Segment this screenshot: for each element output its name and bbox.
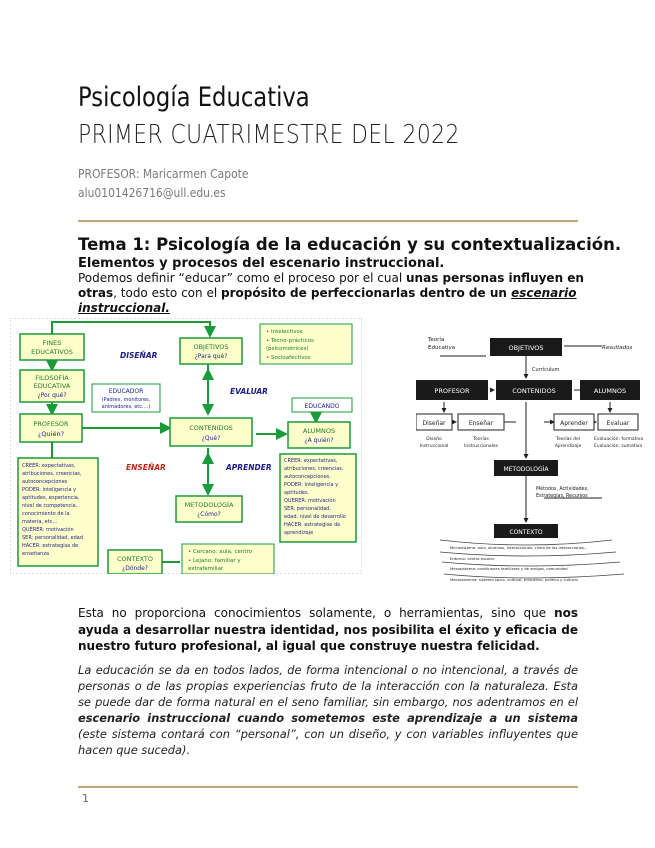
evaluar-step-label: Evaluar <box>606 420 630 427</box>
teorias-apr-line-1: Teorías del <box>555 437 581 442</box>
cercano-box <box>182 544 274 574</box>
diseno-line-1: Diseño <box>426 437 442 442</box>
email-line: alu0101426716@ull.edu.es <box>78 185 226 200</box>
alum-trait-3: autoconcepciones. <box>284 474 331 480</box>
metodos-line-1: Métodos, Actividades, <box>536 487 589 492</box>
profesor-dark-label: PROFESOR <box>434 387 470 395</box>
ensenar-label: ENSEÑAR <box>126 463 166 472</box>
layer-meso: Mesosistema: condiciones familiares y de amigos, comunidad <box>450 566 568 571</box>
contenidos-line-2: ¿Qué? <box>201 435 221 442</box>
contenidos-dark-box <box>496 380 572 400</box>
evaluar-label: EVALUAR <box>230 387 268 396</box>
instructional-scenario-diagram <box>416 328 644 584</box>
metodologia-line-2: ¿Cómo? <box>197 511 221 518</box>
profesor-box <box>20 414 82 442</box>
alum-trait-1: CREER: expectativas, <box>284 458 338 464</box>
cercano-line-2: • Lejano: familiar y <box>188 558 241 564</box>
header-divider <box>78 220 578 222</box>
objetivos-dark-box <box>490 338 562 356</box>
teorias-apr-line-2: Aprendizaje <box>554 444 582 449</box>
objetivos-line-1: OBJETIVOS <box>193 343 229 351</box>
document-subtitle: PRIMER CUATRIMESTRE DEL 2022 <box>78 120 460 150</box>
alumnos-box <box>288 422 350 448</box>
alum-trait-9: HACER: estrategias de <box>284 522 341 528</box>
aprender-step-label: Aprender <box>560 420 588 427</box>
teoria-line-1: Teoría <box>428 337 445 343</box>
para2-text: Esta no proporciona conocimientos solamente, o herramientas, sino que <box>78 606 555 620</box>
profesor-traits-box <box>18 458 98 566</box>
prof-trait-10: SER: personalidad, edad <box>22 535 83 541</box>
aprender-label: APRENDER <box>226 463 272 472</box>
ensenar-step-box <box>458 414 504 430</box>
objetivos-box <box>180 338 242 364</box>
contenidos-line-1: CONTENIDOS <box>189 424 233 432</box>
metodologia-dark-label: METODOLOGÍA <box>503 466 549 473</box>
evaluacion-line-1: Evaluación: formativa <box>594 437 644 442</box>
section-title: Tema 1: Psicología de la educación y su contextualización. <box>78 235 622 254</box>
cercano-line-3: extrafamiliar <box>188 566 224 572</box>
intro-paragraph <box>78 271 598 316</box>
disenar-step-box <box>416 414 452 430</box>
resultados-label: Resultados <box>602 345 633 351</box>
intelectivos-box <box>260 324 352 364</box>
alum-trait-2: atribuciones, creencias, <box>284 466 344 472</box>
layer-macro: Macrosistema: sistema socio, cultural, educativo, político y cultural <box>450 577 578 582</box>
teorias-inst-line-1: Teorías <box>473 437 489 442</box>
intro-underlined: escenario instruccional. <box>78 286 577 315</box>
aprender-step-box <box>554 414 594 430</box>
contexto-dark-label: CONTEXTO <box>509 529 543 536</box>
prof-trait-2: atribuciones, creencias, <box>22 471 82 477</box>
disenar-label: DISEÑAR <box>120 351 158 360</box>
alumnos-traits-box <box>280 454 356 542</box>
section-subtitle: Elementos y procesos del escenario instruccional. <box>78 256 445 271</box>
layer-entorno: Entorno: centro escolar <box>450 556 495 561</box>
intro-text-1: Podemos definir “educar” como el proceso por el cual <box>78 271 407 285</box>
contenidos-box <box>170 418 252 446</box>
intelectivos-line-3: (psicomotrices) <box>266 346 309 352</box>
contexto-box <box>108 550 162 574</box>
ensenar-step-label: Enseñar <box>468 420 494 427</box>
prof-trait-7: conocimiento de la <box>22 511 70 517</box>
intro-bold-1: unas personas influyen en otras <box>78 271 584 300</box>
fines-box <box>20 334 84 360</box>
prof-trait-8: materia, etc... <box>22 519 58 525</box>
metodos-line-2: Estrategias, Recursos <box>536 494 588 499</box>
document-title: Psicología Educativa <box>78 82 310 113</box>
diseno-line-2: Instruccional <box>419 444 449 449</box>
fines-line-2: EDUCATIVOS <box>31 348 73 356</box>
disenar-step-label: Diseñar <box>422 420 446 427</box>
metodologia-line-1: METODOLOGÍA <box>184 501 234 509</box>
metodologia-dark-box <box>494 460 558 476</box>
intro-text-2: , todo esto con el <box>113 286 221 300</box>
para3-bold: escenario instruccional cuando sometemos este aprendizaje a un sistema <box>78 711 578 725</box>
contexto-line-2: ¿Dónde? <box>122 565 148 572</box>
alum-trait-7: SER: personalidad, <box>284 506 331 512</box>
educando-label: EDUCANDO <box>304 403 340 410</box>
fines-line-1: FINES <box>42 339 62 347</box>
alumnos-dark-box <box>580 380 640 400</box>
contexto-line-1: CONTEXTO <box>116 555 154 563</box>
prof-trait-6: nivel de competencia, <box>22 503 78 509</box>
prof-trait-5: aptitudes, experiencia, <box>22 495 80 501</box>
educador-line-2: (Padres, monitores, <box>101 397 151 403</box>
contexto-dark-box <box>494 524 558 538</box>
prof-trait-9: QUERER: motivación <box>22 527 74 533</box>
educador-box <box>92 384 160 412</box>
page-number: 1 <box>82 792 89 805</box>
prof-trait-11: HACER: estrategias de <box>22 543 79 549</box>
metodologia-box <box>176 496 242 522</box>
paragraph-italic <box>78 662 578 758</box>
educador-line-3: animadores, etc....) <box>101 404 151 410</box>
para3-text-1: La educación se da en todos lados, de forma intencional o no intencional, a través de personas o de las propias experiencias fruto de la interacción con la naturaleza. Esta se puede dar de forma natural en el seno familiar, sin embargo, nos adentramos en el <box>78 663 578 709</box>
teoria-line-2: Educativa <box>428 345 456 351</box>
filosofia-box <box>20 370 84 402</box>
intro-bold-2: propósito de perfeccionarlas dentro de un <box>220 286 512 300</box>
intelectivos-line-2: • Tecno-prácticos <box>266 338 314 344</box>
profesor-dark-box <box>416 380 488 400</box>
para3-text-2: (este sistema contará con “personal”, con un diseño, y con variables influyentes que hacen que suceda). <box>78 727 578 757</box>
curriculum-label: Currículum <box>532 367 560 373</box>
educational-process-diagram <box>10 318 362 574</box>
alumnos-line-1: ALUMNOS <box>302 427 336 435</box>
profesor-line-2: ¿Quién? <box>37 430 65 438</box>
intelectivos-line-4: • Socioafectivos <box>266 355 311 361</box>
alum-trait-4: PODER: inteligencia y <box>284 482 339 488</box>
alum-trait-5: aptitudes. <box>284 490 310 496</box>
cercano-line-1: • Cercano: aula, centro <box>188 549 253 555</box>
filosofia-line-1: FILOSOFÍA <box>35 374 69 382</box>
objetivos-dark-label: OBJETIVOS <box>508 344 544 352</box>
para2-bold: nos ayuda a desarrollar nuestra identidad, nos posibilita el éxito y eficacia de nuestro futuro profesional, al igual que construye nuestra felicidad. <box>78 606 578 653</box>
professor-line: PROFESOR: Maricarmen Capote <box>78 166 249 181</box>
filosofia-line-2: EDUCATIVA <box>33 382 71 390</box>
evaluar-step-box <box>598 414 638 430</box>
profesor-line-1: PROFESOR <box>33 420 69 428</box>
prof-trait-1: CREER: expectativas, <box>22 463 76 469</box>
filosofia-line-3: ¿Por qué? <box>37 392 67 399</box>
alumnos-line-2: ¿A quién? <box>304 437 334 444</box>
layer-micro: Microsistema: aula, alumnos, interacciones, clima de las interacciones... <box>450 545 588 550</box>
educando-box <box>292 398 352 412</box>
paragraph-purpose <box>78 605 578 655</box>
objetivos-line-2: ¿Para qué? <box>194 353 228 360</box>
alum-trait-6: QUERER: motivación <box>284 498 336 504</box>
alum-trait-8: edad, nivel de desarrollo <box>284 514 346 520</box>
contenidos-dark-label: CONTENIDOS <box>512 387 556 395</box>
footer-divider <box>78 786 578 788</box>
evaluacion-line-2: Evaluación: sumativa <box>594 444 643 449</box>
intelectivos-line-1: • Intelectivos <box>266 329 303 335</box>
prof-trait-4: PODER: inteligencia y <box>22 487 77 493</box>
educador-line-1: EDUCADOR <box>108 388 144 395</box>
alum-trait-10: aprendizaje <box>284 530 314 536</box>
prof-trait-12: enseñanza <box>22 551 50 557</box>
alumnos-dark-label: ALUMNOS <box>593 387 627 395</box>
prof-trait-3: autoconcepciones <box>22 479 68 485</box>
teorias-inst-line-2: Instruccionales <box>464 444 498 449</box>
